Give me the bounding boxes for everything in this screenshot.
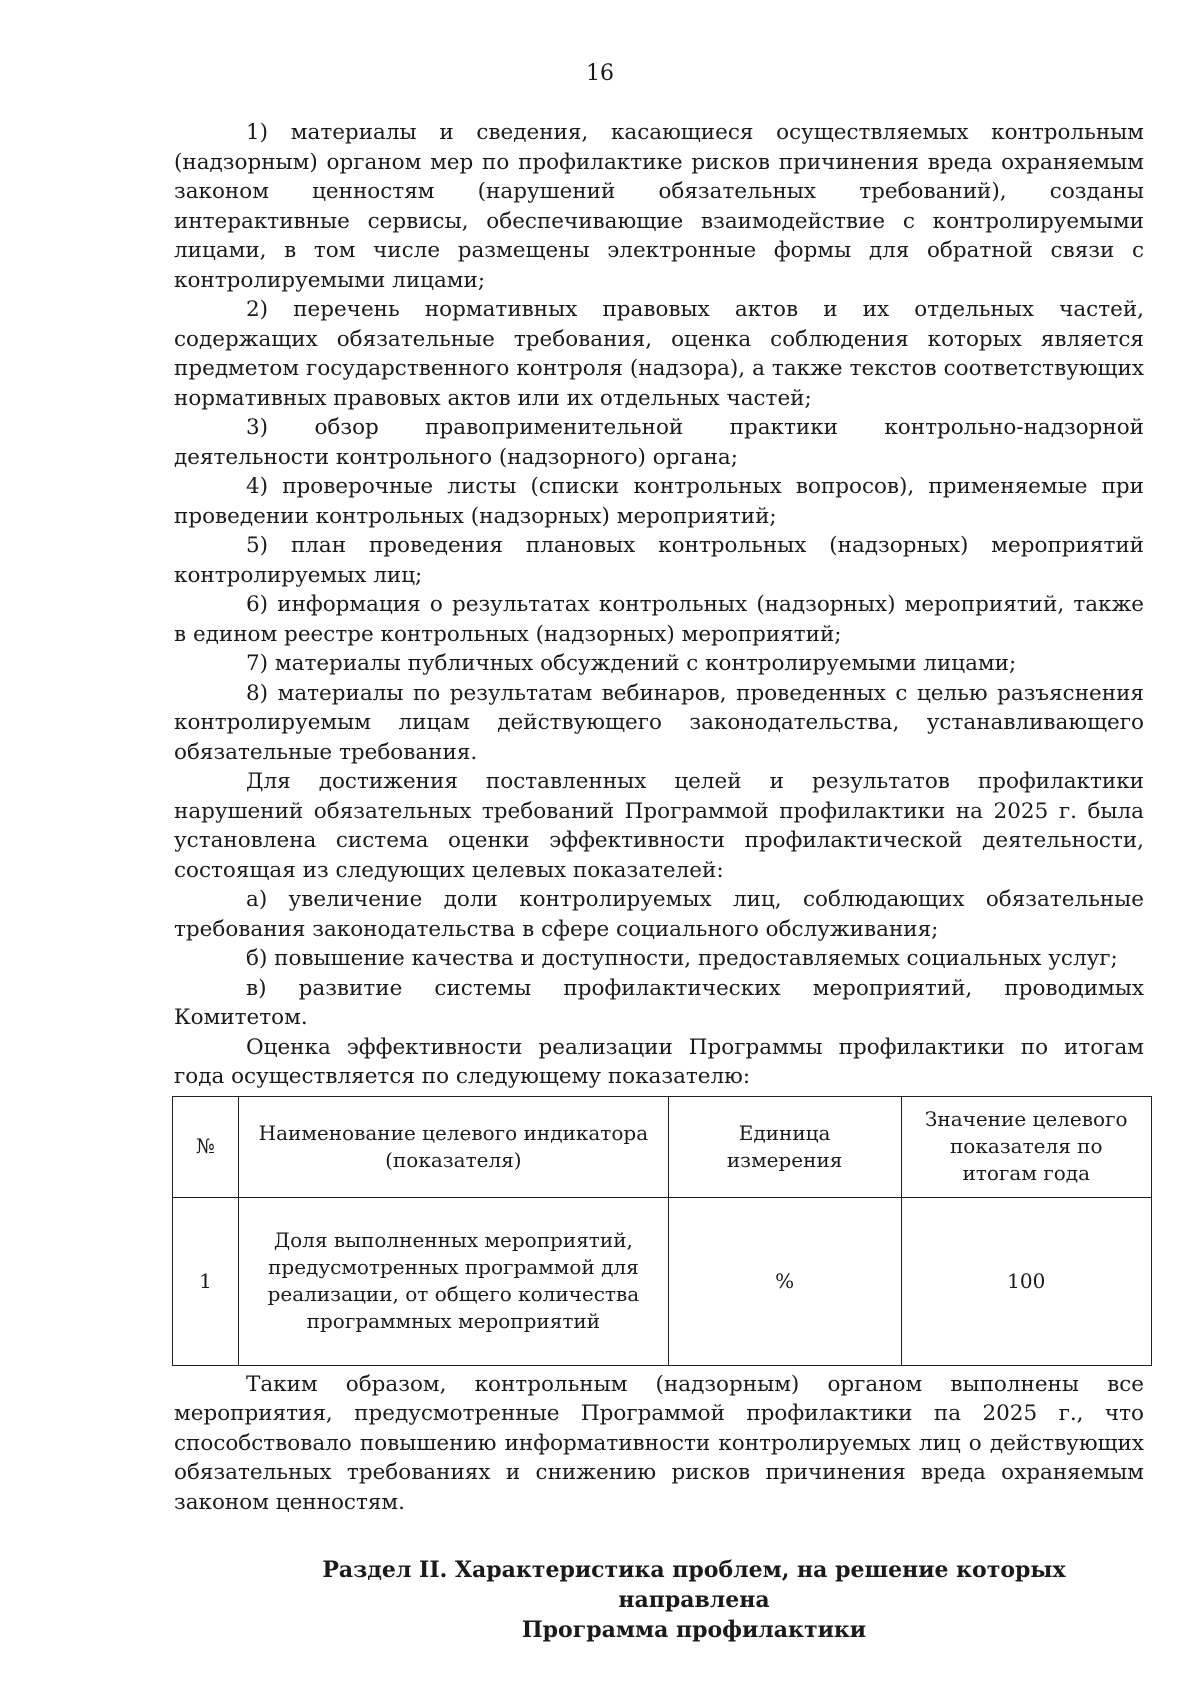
section-heading [174, 1555, 1144, 1645]
goal-item-c: в) развитие системы профилактических мероприятий, проводимых Комитетом. [174, 975, 1144, 1030]
list-item-6: 6) информация о результатах контрольных (надзорных) мероприятий, также в едином реестре контрольных (надзорных) мероприятий; [174, 592, 1144, 647]
goal-item-a: а) увеличение доли контролируемых лиц, соблюдающих обязательные требования законодательства в сфере социального обслуживания; [174, 887, 1144, 942]
header-unit: Единица измерения [668, 1096, 901, 1197]
indicators-table [172, 1096, 1152, 1366]
list-item-2: 2) перечень нормативных правовых актов и их отдельных частей, содержащих обязательные требования, оценка соблюдения которых является предметом государственного контроля (надзора), а также текстов соответствующих нормативных правовых актов или их отдельных частей; [174, 297, 1144, 411]
list-item-5: 5) план проведения плановых контрольных (надзорных) мероприятий контролируемых лиц; [174, 533, 1144, 588]
conclusion-paragraph: Таким образом, контрольным (надзорным) органом выполнены все мероприятия, предусмотренные Программой профилактики па 2025 г., что способствовало повышению информативности контролируемых лиц о действующих обязательных требованиях и снижению рисков причинения вреда охраняемым законом ценностям. [174, 1371, 1144, 1515]
list-item-1: 1) материалы и сведения, касающиеся осуществляемых контрольным (надзорным) органом мер по профилактике рисков причинения вреда охраняемым законом ценностям (нарушений обязательных требований), созданы интерактивные сервисы, обеспечивающие взаимодействие с контролируемыми лицами, в том числе размещены электронные формы для обратной связи с контролируемыми лицами; [174, 120, 1144, 293]
list-item-4: 4) проверочные листы (списки контрольных вопросов), применяемые при проведении контрольных (надзорных) мероприятий; [174, 474, 1144, 529]
header-indicator-name: Наименование целевого индикатора (показателя) [239, 1096, 669, 1197]
cell-num: 1 [173, 1197, 239, 1365]
header-num: № [173, 1096, 239, 1197]
cell-target-value: 100 [901, 1197, 1151, 1365]
table-row [173, 1197, 1152, 1365]
cell-indicator-name: Доля выполненных мероприятий, предусмотренных программой для реализации, от общего количества программных мероприятий [239, 1197, 669, 1365]
document-body [174, 118, 1144, 1645]
table-header-row [173, 1096, 1152, 1197]
page-number: 16 [586, 61, 614, 86]
list-item-8: 8) материалы по результатам вебинаров, проведенных с целью разъяснения контролируемым лицам действующего законодательства, устанавливающего обязательные требования. [174, 680, 1144, 765]
goals-paragraph: Для достижения поставленных целей и результатов профилактики нарушений обязательных требований Программой профилактики на 2025 г. была установлена система оценки эффективности профилактической деятельности, состоящая из следующих целевых показателей: [174, 769, 1144, 883]
goal-item-b: б) повышение качества и доступности, предоставляемых социальных услуг; [246, 946, 1118, 971]
evaluation-paragraph: Оценка эффективности реализации Программы профилактики по итогам года осуществляется по следующему показателю: [174, 1034, 1144, 1089]
section-heading-line-1: Раздел II. Характеристика проблем, на решение которых направлена [322, 1557, 1066, 1613]
header-target-value: Значение целевого показателя по итогам года [901, 1096, 1151, 1197]
cell-unit: % [668, 1197, 901, 1365]
list-item-7: 7) материалы публичных обсуждений с контролируемыми лицами; [246, 651, 1017, 676]
section-heading-line-2: Программа профилактики [521, 1617, 867, 1643]
list-item-3: 3) обзор правоприменительной практики контрольно-надзорной деятельности контрольного (надзорного) органа; [174, 415, 1144, 470]
